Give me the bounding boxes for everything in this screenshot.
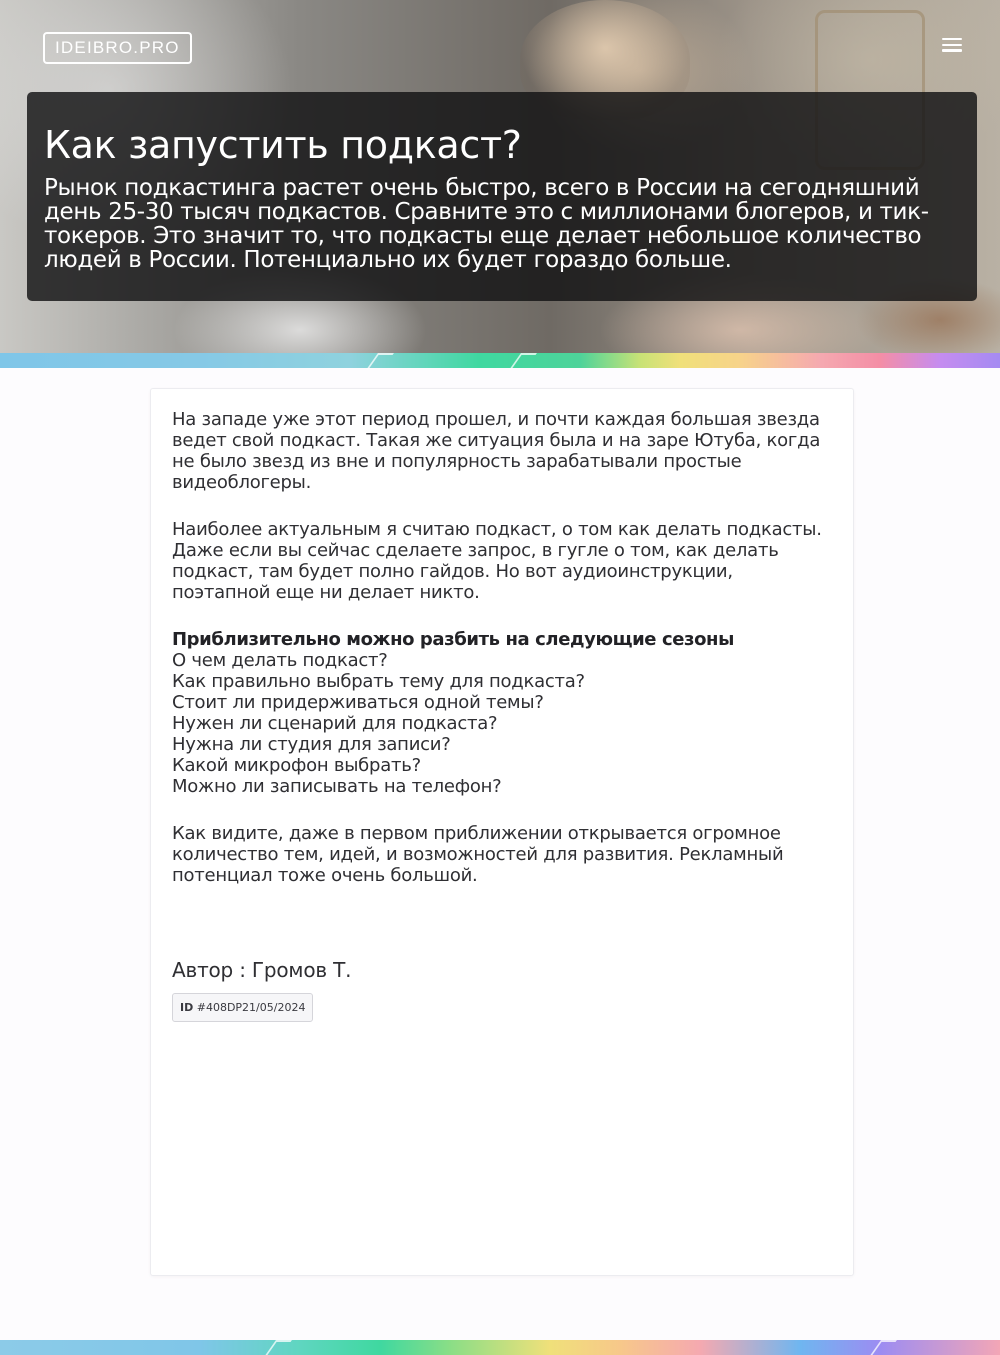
id-badge-value: #408DP21/05/2024 [196,1001,306,1014]
article-id-badge [172,993,313,1022]
rainbow-divider-bottom [0,1340,1000,1355]
rainbow-divider-top [0,353,1000,368]
list-item: Как правильно выбрать тему для подкаста? [172,671,585,692]
seasons-list [172,629,832,797]
id-badge-label: ID [180,1001,194,1014]
article-paragraph: Наиболее актуальным я считаю подкаст, о том как делать подкасты. Даже если вы сейчас сделаете запрос, в гугле о том, как делать подкаст, там будет полно гайдов. Но вот аудиоинструкции, поэтапной еще ни делает никто. [172,519,822,603]
site-logo[interactable]: IDEIBRO.PRO [43,32,192,64]
list-item: Нужна ли студия для записи? [172,734,451,755]
page-title: Как запустить подкаст? [44,123,522,167]
list-item: Стоит ли придерживаться одной темы? [172,692,544,713]
menu-line [942,49,962,51]
article-author: Автор : Громов Т. [172,958,352,982]
article-card [150,388,854,1276]
article-closing-paragraph: Как видите, даже в первом приближении открывается огромное количество тем, идей, и возможностей для развития. Рекламный потенциал тоже очень большой. [172,823,784,886]
hero-banner [0,0,1000,353]
article-paragraph: На западе уже этот период прошел, и почти каждая большая звезда ведет свой подкаст. Такая же ситуация была и на заре Ютуба, когда не было звезд из вне и популярность зарабатывали простые видеоблогеры. [172,409,821,493]
list-item: Какой микрофон выбрать? [172,755,421,776]
seasons-heading: Приблизительно можно разбить на следующие сезоны [172,629,734,650]
list-item: Можно ли записывать на телефон? [172,776,502,797]
list-item: Нужен ли сценарий для подкаста? [172,713,498,734]
menu-line [942,44,962,46]
hamburger-menu-icon[interactable] [942,38,962,53]
list-item: О чем делать подкаст? [172,650,388,671]
hero-card [27,92,977,301]
menu-line [942,38,962,40]
hero-lead-text: Рынок подкастинга растет очень быстро, всего в России на сегодняшний день 25-30 тысяч подкастов. Сравните это с миллионами блогеров, и тик-токеров. Это значит то, что подкасты еще делает небольшое количество людей в России. Потенциально их будет гораздо больше. [44,175,929,273]
